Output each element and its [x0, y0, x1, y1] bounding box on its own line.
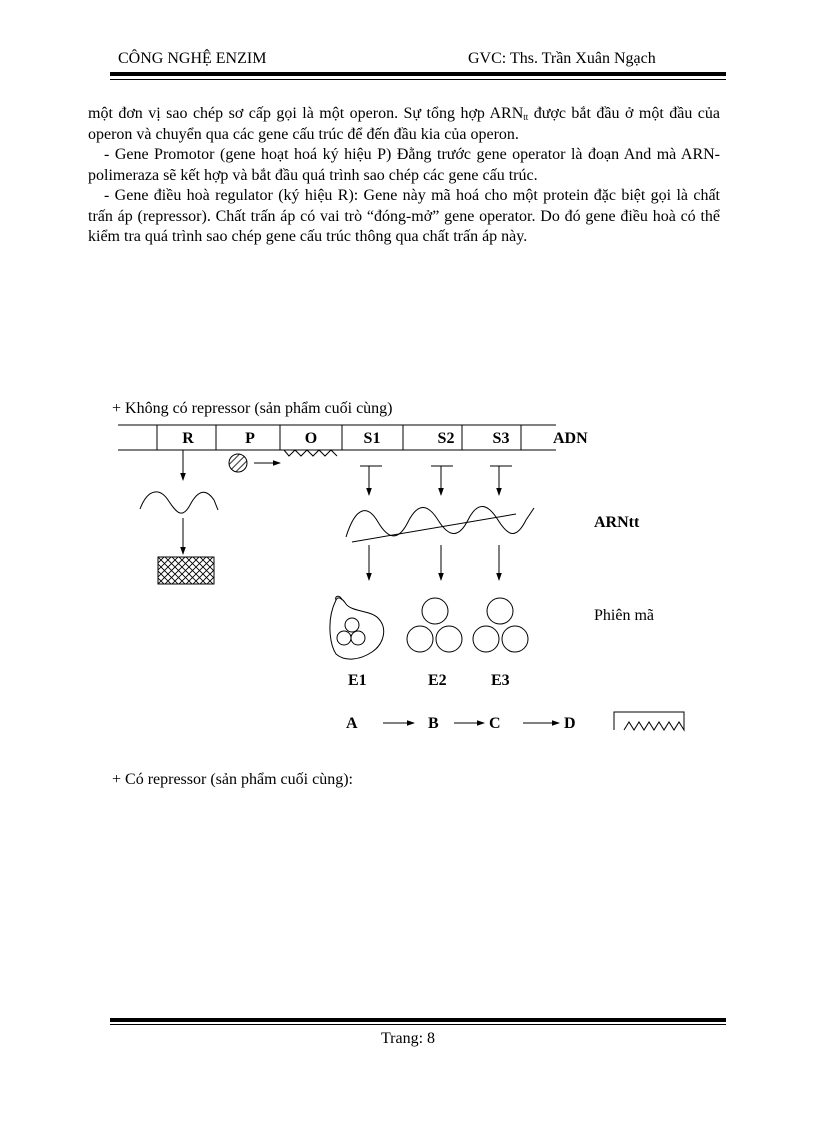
translation-label: Phiên mã	[594, 607, 654, 624]
caption-without-repressor: + Không có repressor (sản phẩm cuối cùng)	[112, 400, 393, 417]
gene-label-s3: S3	[492, 430, 510, 447]
pathway-b: B	[428, 715, 439, 732]
regulator-mrna-wave	[140, 492, 218, 513]
paragraph-regulator: - Gene điều hoà regulator (ký hiệu R): Gene này mã hoá cho một protein đặc biệt gọi là chất trấn áp (repressor). Chất trấn áp có vai trò “đóng-mở” gene operator. Do đó gene điều hoà có thể kiểm tra quá trình sao chép gene cấu trúc thông qua chất trấn áp này.	[88, 187, 720, 245]
pathway-c: C	[489, 715, 501, 732]
footer-rule-thin	[110, 1024, 726, 1025]
translation-arrows	[369, 545, 499, 580]
dna-label: ADN	[553, 430, 588, 447]
paragraph-operon-part1: một đơn vị sao chép sơ cấp gọi là một operon. Sự tổng hợp ARN	[88, 105, 524, 122]
gene-label-o: O	[304, 430, 318, 447]
mrna-strikethrough	[352, 514, 516, 542]
page-number: Trang: 8	[380, 1030, 436, 1047]
subscript-tt: tt	[523, 112, 529, 122]
footer-rule-thick	[110, 1018, 726, 1022]
mrna-wave	[346, 506, 534, 537]
gene-label-s2: S2	[437, 430, 455, 447]
gene-label-p: P	[245, 430, 255, 447]
repressor-box	[158, 557, 214, 584]
header-title: CÔNG NGHỆ ENZIM	[118, 50, 267, 67]
end-product-symbol	[614, 712, 684, 730]
mrna-label: ARNtt	[594, 514, 640, 531]
operator-zigzag	[284, 450, 337, 456]
pathway-d: D	[564, 715, 576, 732]
paragraph-promotor: - Gene Promotor (gene hoạt hoá ký hiệu P) Đằng trước gene operator là đoạn And mà ARN-polimeraza sẽ kết hợp và bắt đầu quá trình sao chép các gene cấu trúc.	[88, 146, 720, 184]
gene-label-r: R	[182, 430, 194, 447]
enzyme-label-e1: E1	[348, 672, 367, 689]
enzyme-e2-shape	[407, 598, 462, 652]
rna-polymerase-circle	[229, 454, 247, 472]
pathway-a: A	[346, 715, 358, 732]
enzyme-e1-shape	[330, 596, 384, 659]
enzyme-label-e3: E3	[491, 672, 510, 689]
transcription-arrows	[360, 466, 512, 495]
paragraph-operon-part2: được bắt đầu ở một đầu của operon và chuyển qua các gene cấu trúc để đến đầu kia của operon.	[88, 105, 720, 143]
caption-with-repressor: + Có repressor (sản phẩm cuối cùng):	[112, 771, 353, 788]
header-author: GVC: Ths. Trần Xuân Ngạch	[468, 50, 656, 67]
gene-label-s1: S1	[363, 430, 381, 447]
enzyme-e3-shape	[473, 598, 528, 652]
enzyme-label-e2: E2	[428, 672, 447, 689]
